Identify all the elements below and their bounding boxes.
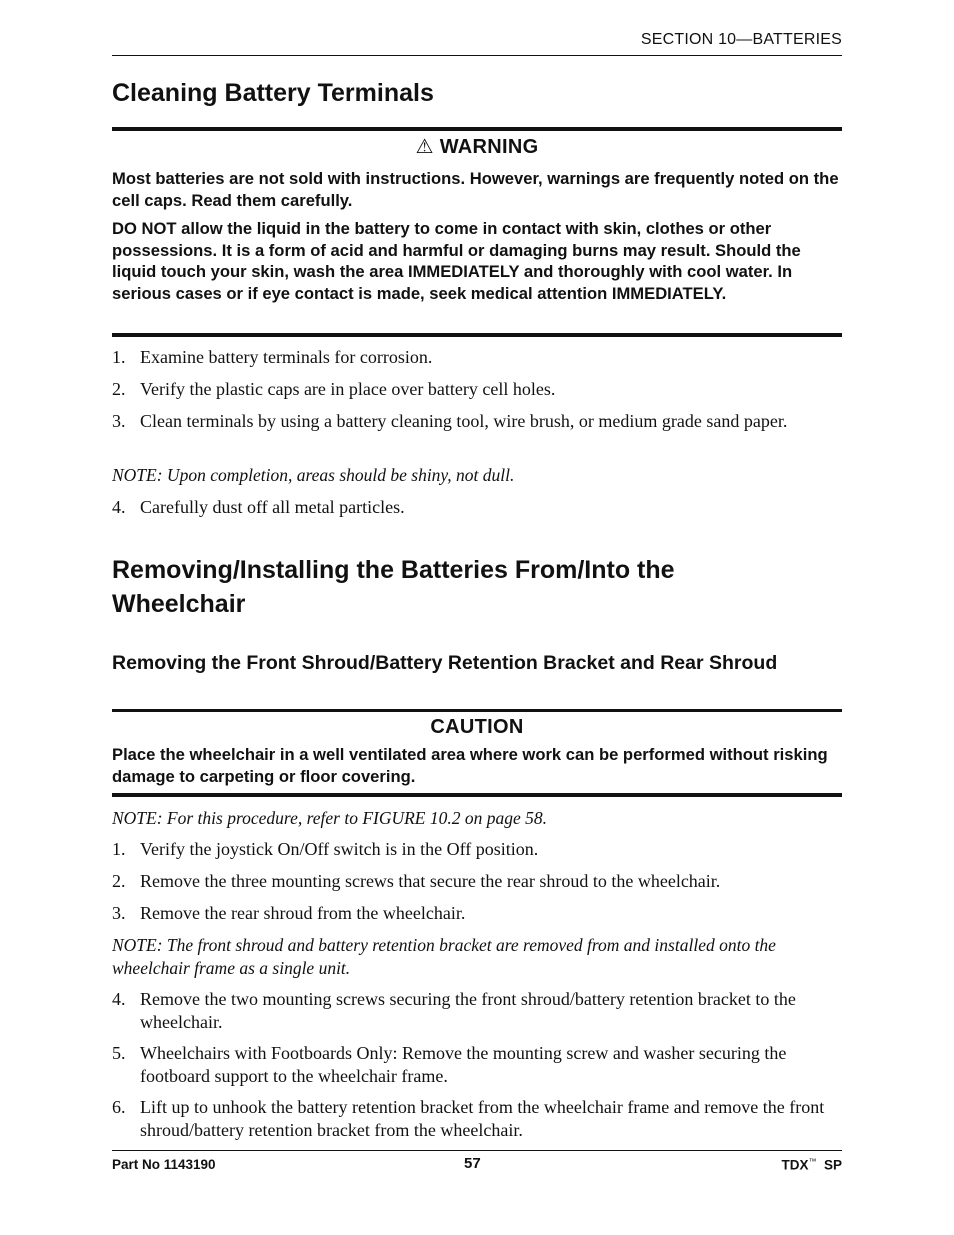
- warning-paragraph-1: Most batteries are not sold with instructions. However, warnings are frequently noted on the cell caps. Read them carefully.: [112, 169, 839, 210]
- list-item: 1. Examine battery terminals for corrosion.: [112, 347, 433, 367]
- caution-top-rule: [112, 709, 842, 712]
- list-item: 5. Wheelchairs with Footboards Only: Remove the mounting screw and washer securing the footboard support to the wheelchair frame.: [112, 1043, 787, 1086]
- note-completion: NOTE: Upon completion, areas should be shiny, not dull.: [112, 465, 515, 485]
- note-figure-reference: NOTE: For this procedure, refer to FIGURE 10.2 on page 58.: [112, 808, 548, 828]
- subsection-title: Removing the Front Shroud/Battery Retention Bracket and Rear Shroud: [112, 652, 778, 674]
- warning-top-rule: [112, 127, 842, 131]
- list-item: 6. Lift up to unhook the battery retention bracket from the wheelchair frame and remove the front shroud/battery retention bracket from the wheelchair.: [112, 1097, 825, 1140]
- footer-part-number: Part No 1143190: [112, 1157, 216, 1172]
- list-item: 4. Remove the two mounting screws securing the front shroud/battery retention bracket to the wheelchair.: [112, 989, 796, 1032]
- warning-triangle-icon: ⚠: [415, 136, 434, 158]
- warning-bottom-rule: [112, 333, 842, 337]
- list-item: 4. Carefully dust off all metal particles.: [112, 497, 405, 517]
- warning-paragraph-2: DO NOT allow the liquid in the battery to come in contact with skin, clothes or other possessions. It is a form of acid and harmful or damaging burns may result. Should the liquid touch your skin, wash the area IMMEDIATELY and thoroughly with cool water. In serious cases or if eye contact is made, seek medical attention IMMEDIATELY.: [112, 219, 801, 303]
- footer-rule: [112, 1150, 842, 1151]
- warning-heading: [112, 134, 842, 159]
- caution-text: Place the wheelchair in a well ventilated area where work can be performed without risking damage to carpeting or floor covering.: [112, 745, 828, 786]
- page-header: [112, 31, 842, 56]
- section-title-cleaning: Cleaning Battery Terminals: [112, 79, 434, 107]
- warning-title: WARNING: [439, 136, 539, 158]
- list-item: 2. Verify the plastic caps are in place over battery cell holes.: [112, 379, 556, 399]
- list-item: 1. Verify the joystick On/Off switch is in the Off position.: [112, 839, 539, 859]
- footer-product: TDX™ SP: [781, 1157, 842, 1173]
- section-header: SECTION 10—BATTERIES: [640, 31, 842, 48]
- list-item: 3. Remove the rear shroud from the wheelchair.: [112, 903, 466, 923]
- list-item: 3. Clean terminals by using a battery cleaning tool, wire brush, or medium grade sand paper.: [112, 411, 788, 431]
- page-number: 57: [464, 1155, 481, 1172]
- list-item: 2. Remove the three mounting screws that secure the rear shroud to the wheelchair.: [112, 871, 721, 891]
- section-title-removing: Removing/Installing the Batteries From/Into the Wheelchair: [112, 556, 675, 618]
- note-single-unit: NOTE: The front shroud and battery retention bracket are removed from and installed onto the wheelchair frame as a single unit.: [112, 935, 776, 978]
- caution-title: CAUTION: [430, 716, 524, 738]
- caution-bottom-rule: [112, 793, 842, 797]
